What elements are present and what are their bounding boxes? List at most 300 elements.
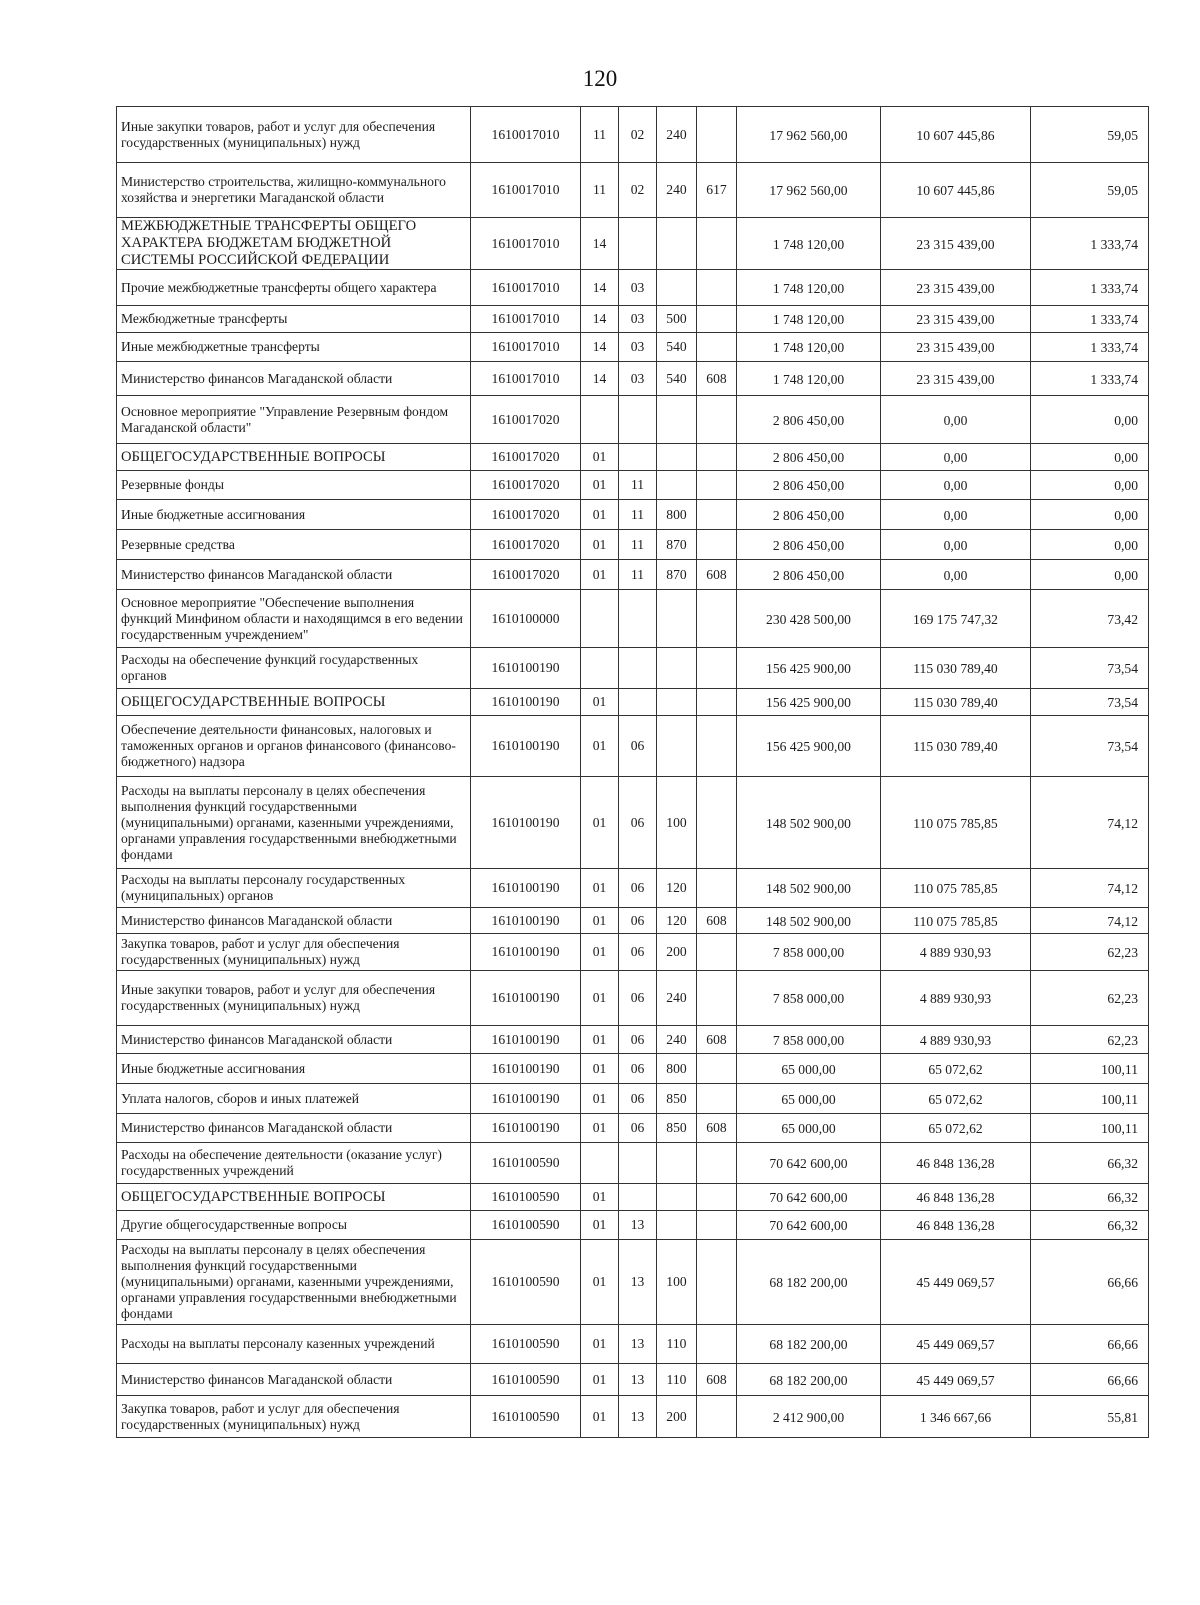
- budget-row-subsection: [619, 1143, 657, 1184]
- budget-row-plan-amount: 17 962 560,00: [737, 107, 881, 163]
- budget-row-department: [697, 500, 737, 530]
- budget-row-expense-type: [657, 396, 697, 444]
- budget-row-target-code: 1610100000: [471, 590, 581, 648]
- budget-row-target-code: 1610100190: [471, 648, 581, 689]
- budget-row-actual-amount: 115 030 789,40: [881, 648, 1031, 689]
- budget-row-target-code: 1610100190: [471, 1026, 581, 1054]
- budget-row-percent: 73,42: [1031, 590, 1149, 648]
- budget-row-actual-amount: 0,00: [881, 444, 1031, 471]
- budget-row-target-code: 1610017020: [471, 471, 581, 500]
- budget-row-subsection: [619, 590, 657, 648]
- budget-row-plan-amount: 2 412 900,00: [737, 1396, 881, 1438]
- budget-row-expense-type: 240: [657, 1026, 697, 1054]
- budget-row-section: 01: [581, 971, 619, 1026]
- budget-row-target-code: 1610100590: [471, 1364, 581, 1396]
- budget-row-plan-amount: 2 806 450,00: [737, 560, 881, 590]
- budget-row-percent: 66,32: [1031, 1143, 1149, 1184]
- table-row: [117, 971, 1149, 1026]
- budget-row-actual-amount: 10 607 445,86: [881, 163, 1031, 218]
- table-row: [117, 471, 1149, 500]
- budget-row-percent: 0,00: [1031, 530, 1149, 560]
- table-row: [117, 500, 1149, 530]
- budget-row-department: 608: [697, 560, 737, 590]
- budget-row-target-code: 1610017020: [471, 444, 581, 471]
- budget-row-section: 01: [581, 1184, 619, 1211]
- budget-row-department: 608: [697, 1026, 737, 1054]
- budget-row-percent: 62,23: [1031, 971, 1149, 1026]
- budget-row-subsection: 13: [619, 1325, 657, 1364]
- budget-row-name: Расходы на выплаты персоналу в целях обеспечения выполнения функций государственными (муниципальными) органами, казенными учреждениями, органами управления государственными внебюджетными фондами: [117, 777, 471, 869]
- budget-row-expense-type: 870: [657, 530, 697, 560]
- budget-row-subsection: [619, 689, 657, 716]
- budget-row-name: Другие общегосударственные вопросы: [117, 1211, 471, 1240]
- budget-row-section: 01: [581, 1325, 619, 1364]
- budget-row-percent: 0,00: [1031, 444, 1149, 471]
- budget-row-actual-amount: 0,00: [881, 500, 1031, 530]
- budget-row-expense-type: [657, 689, 697, 716]
- budget-row-percent: 66,66: [1031, 1240, 1149, 1325]
- table-row: [117, 270, 1149, 306]
- budget-row-section: 01: [581, 560, 619, 590]
- table-row: [117, 1184, 1149, 1211]
- budget-row-percent: 55,81: [1031, 1396, 1149, 1438]
- budget-row-percent: 62,23: [1031, 1026, 1149, 1054]
- budget-row-target-code: 1610017020: [471, 396, 581, 444]
- budget-row-actual-amount: 65 072,62: [881, 1054, 1031, 1084]
- budget-row-expense-type: 850: [657, 1114, 697, 1143]
- budget-row-subsection: 11: [619, 530, 657, 560]
- budget-row-plan-amount: 148 502 900,00: [737, 869, 881, 908]
- budget-row-target-code: 1610017010: [471, 306, 581, 333]
- budget-row-target-code: 1610017020: [471, 500, 581, 530]
- budget-row-name: ОБЩЕГОСУДАРСТВЕННЫЕ ВОПРОСЫ: [117, 444, 471, 471]
- budget-row-target-code: 1610100590: [471, 1240, 581, 1325]
- budget-row-expense-type: 800: [657, 500, 697, 530]
- budget-row-subsection: 03: [619, 270, 657, 306]
- budget-row-department: [697, 1184, 737, 1211]
- budget-row-name: Министерство финансов Магаданской области: [117, 1364, 471, 1396]
- budget-row-percent: 0,00: [1031, 396, 1149, 444]
- budget-row-section: 01: [581, 1364, 619, 1396]
- budget-row-expense-type: 110: [657, 1364, 697, 1396]
- budget-row-name: Министерство финансов Магаданской области: [117, 560, 471, 590]
- budget-row-percent: 66,32: [1031, 1184, 1149, 1211]
- budget-row-name: Расходы на выплаты персоналу в целях обеспечения выполнения функций государственными (муниципальными) органами, казенными учреждениями, органами управления государственными внебюджетными фондами: [117, 1240, 471, 1325]
- table-row: [117, 1325, 1149, 1364]
- table-row: [117, 1143, 1149, 1184]
- budget-row-subsection: [619, 648, 657, 689]
- budget-row-name: Министерство строительства, жилищно-коммунального хозяйства и энергетики Магаданской области: [117, 163, 471, 218]
- budget-row-section: 01: [581, 471, 619, 500]
- budget-row-section: 11: [581, 107, 619, 163]
- budget-row-percent: 74,12: [1031, 908, 1149, 934]
- budget-row-section: 01: [581, 716, 619, 777]
- budget-table: [116, 106, 1149, 1438]
- budget-row-target-code: 1610100590: [471, 1184, 581, 1211]
- budget-row-expense-type: [657, 716, 697, 777]
- budget-row-department: 608: [697, 1114, 737, 1143]
- budget-row-expense-type: 850: [657, 1084, 697, 1114]
- budget-row-expense-type: [657, 270, 697, 306]
- budget-row-percent: 66,66: [1031, 1325, 1149, 1364]
- budget-row-subsection: 03: [619, 362, 657, 396]
- budget-row-expense-type: 120: [657, 908, 697, 934]
- budget-row-percent: 1 333,74: [1031, 306, 1149, 333]
- budget-row-actual-amount: 65 072,62: [881, 1084, 1031, 1114]
- budget-row-subsection: 11: [619, 471, 657, 500]
- budget-row-section: 14: [581, 362, 619, 396]
- budget-row-department: [697, 306, 737, 333]
- budget-row-target-code: 1610100190: [471, 908, 581, 934]
- table-row: [117, 1084, 1149, 1114]
- budget-row-name: Основное мероприятие "Управление Резервным фондом Магаданской области": [117, 396, 471, 444]
- budget-row-expense-type: 240: [657, 163, 697, 218]
- table-row: [117, 1396, 1149, 1438]
- budget-row-plan-amount: 2 806 450,00: [737, 396, 881, 444]
- budget-row-plan-amount: 156 425 900,00: [737, 648, 881, 689]
- budget-row-plan-amount: 230 428 500,00: [737, 590, 881, 648]
- budget-row-expense-type: 540: [657, 362, 697, 396]
- budget-row-section: 01: [581, 1054, 619, 1084]
- budget-row-plan-amount: 2 806 450,00: [737, 500, 881, 530]
- budget-row-subsection: 06: [619, 1054, 657, 1084]
- budget-row-subsection: 06: [619, 1026, 657, 1054]
- budget-row-name: МЕЖБЮДЖЕТНЫЕ ТРАНСФЕРТЫ ОБЩЕГО ХАРАКТЕРА БЮДЖЕТАМ БЮДЖЕТНОЙ СИСТЕМЫ РОССИЙСКОЙ ФЕДЕРАЦИИ: [117, 218, 471, 270]
- budget-row-target-code: 1610017010: [471, 270, 581, 306]
- table-row: [117, 1026, 1149, 1054]
- budget-row-plan-amount: 148 502 900,00: [737, 777, 881, 869]
- table-row: [117, 218, 1149, 270]
- budget-row-plan-amount: 65 000,00: [737, 1114, 881, 1143]
- budget-row-section: 01: [581, 869, 619, 908]
- table-row: [117, 1054, 1149, 1084]
- budget-row-target-code: 1610100190: [471, 689, 581, 716]
- budget-row-target-code: 1610100190: [471, 1084, 581, 1114]
- budget-row-percent: 1 333,74: [1031, 362, 1149, 396]
- budget-row-department: [697, 107, 737, 163]
- budget-row-expense-type: [657, 444, 697, 471]
- budget-row-name: Министерство финансов Магаданской области: [117, 362, 471, 396]
- budget-row-plan-amount: 2 806 450,00: [737, 471, 881, 500]
- budget-row-percent: 100,11: [1031, 1084, 1149, 1114]
- budget-row-expense-type: 120: [657, 869, 697, 908]
- budget-row-section: 14: [581, 306, 619, 333]
- budget-row-percent: 0,00: [1031, 560, 1149, 590]
- budget-row-section: [581, 396, 619, 444]
- budget-row-name: Межбюджетные трансферты: [117, 306, 471, 333]
- budget-row-department: [697, 1143, 737, 1184]
- table-row: [117, 1364, 1149, 1396]
- budget-row-actual-amount: 0,00: [881, 471, 1031, 500]
- budget-row-subsection: 06: [619, 716, 657, 777]
- budget-row-actual-amount: 46 848 136,28: [881, 1211, 1031, 1240]
- budget-row-percent: 66,32: [1031, 1211, 1149, 1240]
- budget-table-body: [117, 107, 1149, 1438]
- budget-row-subsection: 11: [619, 500, 657, 530]
- budget-row-section: 14: [581, 270, 619, 306]
- budget-row-department: [697, 396, 737, 444]
- budget-row-expense-type: 100: [657, 777, 697, 869]
- budget-row-section: 01: [581, 1396, 619, 1438]
- budget-row-plan-amount: 70 642 600,00: [737, 1184, 881, 1211]
- budget-row-name: Резервные фонды: [117, 471, 471, 500]
- budget-row-subsection: 06: [619, 869, 657, 908]
- budget-row-target-code: 1610017010: [471, 163, 581, 218]
- table-row: [117, 777, 1149, 869]
- budget-row-actual-amount: 4 889 930,93: [881, 971, 1031, 1026]
- table-row: [117, 869, 1149, 908]
- budget-row-name: Расходы на выплаты персоналу государственных (муниципальных) органов: [117, 869, 471, 908]
- budget-row-department: [697, 689, 737, 716]
- budget-row-actual-amount: 23 315 439,00: [881, 306, 1031, 333]
- budget-row-percent: 73,54: [1031, 648, 1149, 689]
- budget-row-target-code: 1610100190: [471, 1114, 581, 1143]
- budget-row-target-code: 1610100590: [471, 1396, 581, 1438]
- budget-row-name: Министерство финансов Магаданской области: [117, 1026, 471, 1054]
- budget-row-expense-type: 200: [657, 934, 697, 971]
- budget-row-department: [697, 471, 737, 500]
- budget-row-expense-type: 240: [657, 971, 697, 1026]
- budget-row-target-code: 1610100190: [471, 934, 581, 971]
- budget-row-target-code: 1610100190: [471, 1054, 581, 1084]
- budget-row-name: Министерство финансов Магаданской области: [117, 1114, 471, 1143]
- budget-row-name: Уплата налогов, сборов и иных платежей: [117, 1084, 471, 1114]
- budget-row-expense-type: 800: [657, 1054, 697, 1084]
- budget-row-plan-amount: 1 748 120,00: [737, 270, 881, 306]
- budget-row-section: 01: [581, 500, 619, 530]
- budget-row-subsection: 02: [619, 107, 657, 163]
- table-row: [117, 530, 1149, 560]
- budget-row-plan-amount: 70 642 600,00: [737, 1211, 881, 1240]
- budget-row-section: [581, 1143, 619, 1184]
- budget-row-actual-amount: 10 607 445,86: [881, 107, 1031, 163]
- budget-row-actual-amount: 46 848 136,28: [881, 1184, 1031, 1211]
- budget-row-plan-amount: 1 748 120,00: [737, 362, 881, 396]
- budget-row-percent: 0,00: [1031, 500, 1149, 530]
- budget-row-percent: 1 333,74: [1031, 218, 1149, 270]
- budget-row-target-code: 1610100190: [471, 716, 581, 777]
- budget-row-target-code: 1610017010: [471, 107, 581, 163]
- budget-row-subsection: 03: [619, 333, 657, 362]
- budget-row-plan-amount: 1 748 120,00: [737, 333, 881, 362]
- budget-row-expense-type: [657, 1184, 697, 1211]
- budget-row-plan-amount: 7 858 000,00: [737, 971, 881, 1026]
- budget-row-target-code: 1610100190: [471, 971, 581, 1026]
- budget-row-section: 01: [581, 1211, 619, 1240]
- budget-row-actual-amount: 65 072,62: [881, 1114, 1031, 1143]
- budget-row-name: ОБЩЕГОСУДАРСТВЕННЫЕ ВОПРОСЫ: [117, 1184, 471, 1211]
- budget-row-section: 01: [581, 777, 619, 869]
- budget-row-expense-type: [657, 471, 697, 500]
- budget-row-section: 01: [581, 908, 619, 934]
- budget-row-name: Иные закупки товаров, работ и услуг для обеспечения государственных (муниципальных) нужд: [117, 107, 471, 163]
- budget-row-target-code: 1610100590: [471, 1143, 581, 1184]
- budget-row-actual-amount: 115 030 789,40: [881, 689, 1031, 716]
- budget-row-subsection: 13: [619, 1364, 657, 1396]
- budget-row-target-code: 1610100190: [471, 777, 581, 869]
- budget-row-department: [697, 444, 737, 471]
- budget-row-subsection: [619, 396, 657, 444]
- budget-row-expense-type: [657, 1211, 697, 1240]
- budget-row-expense-type: 240: [657, 107, 697, 163]
- budget-row-section: 11: [581, 163, 619, 218]
- budget-row-department: [697, 333, 737, 362]
- budget-row-department: [697, 1211, 737, 1240]
- budget-row-subsection: 13: [619, 1211, 657, 1240]
- budget-row-department: [697, 934, 737, 971]
- budget-row-plan-amount: 70 642 600,00: [737, 1143, 881, 1184]
- budget-row-subsection: [619, 1184, 657, 1211]
- budget-row-expense-type: [657, 1143, 697, 1184]
- budget-row-expense-type: [657, 218, 697, 270]
- budget-row-percent: 59,05: [1031, 163, 1149, 218]
- table-row: [117, 1211, 1149, 1240]
- budget-row-name: Министерство финансов Магаданской области: [117, 908, 471, 934]
- budget-row-department: [697, 218, 737, 270]
- budget-row-subsection: 02: [619, 163, 657, 218]
- budget-row-name: Расходы на выплаты персоналу казенных учреждений: [117, 1325, 471, 1364]
- budget-row-percent: 73,54: [1031, 689, 1149, 716]
- budget-row-actual-amount: 46 848 136,28: [881, 1143, 1031, 1184]
- budget-row-department: [697, 1325, 737, 1364]
- budget-row-actual-amount: 1 346 667,66: [881, 1396, 1031, 1438]
- budget-row-actual-amount: 23 315 439,00: [881, 270, 1031, 306]
- budget-row-percent: 0,00: [1031, 471, 1149, 500]
- budget-row-department: [697, 1084, 737, 1114]
- budget-row-name: Прочие межбюджетные трансферты общего характера: [117, 270, 471, 306]
- budget-row-expense-type: 100: [657, 1240, 697, 1325]
- table-row: [117, 1114, 1149, 1143]
- budget-row-subsection: 13: [619, 1396, 657, 1438]
- budget-row-section: 01: [581, 1114, 619, 1143]
- budget-row-target-code: 1610100190: [471, 869, 581, 908]
- budget-row-plan-amount: 1 748 120,00: [737, 306, 881, 333]
- budget-row-name: Закупка товаров, работ и услуг для обеспечения государственных (муниципальных) нужд: [117, 1396, 471, 1438]
- budget-row-target-code: 1610017010: [471, 218, 581, 270]
- budget-row-plan-amount: 65 000,00: [737, 1084, 881, 1114]
- budget-row-name: Расходы на обеспечение функций государственных органов: [117, 648, 471, 689]
- budget-row-department: 608: [697, 1364, 737, 1396]
- budget-row-department: [697, 1396, 737, 1438]
- budget-row-subsection: 06: [619, 908, 657, 934]
- budget-row-section: 01: [581, 1026, 619, 1054]
- budget-row-section: 14: [581, 333, 619, 362]
- budget-row-actual-amount: 0,00: [881, 396, 1031, 444]
- table-row: [117, 1240, 1149, 1325]
- budget-row-actual-amount: 169 175 747,32: [881, 590, 1031, 648]
- budget-row-expense-type: 870: [657, 560, 697, 590]
- budget-row-section: [581, 590, 619, 648]
- budget-row-percent: 73,54: [1031, 716, 1149, 777]
- table-row: [117, 689, 1149, 716]
- budget-row-department: [697, 777, 737, 869]
- table-row: [117, 362, 1149, 396]
- budget-row-subsection: [619, 218, 657, 270]
- budget-row-subsection: 11: [619, 560, 657, 590]
- budget-row-plan-amount: 68 182 200,00: [737, 1240, 881, 1325]
- budget-row-target-code: 1610017010: [471, 333, 581, 362]
- budget-row-plan-amount: 65 000,00: [737, 1054, 881, 1084]
- budget-row-section: 01: [581, 934, 619, 971]
- budget-row-plan-amount: 2 806 450,00: [737, 444, 881, 471]
- table-row: [117, 716, 1149, 777]
- table-row: [117, 560, 1149, 590]
- budget-row-name: Закупка товаров, работ и услуг для обеспечения государственных (муниципальных) нужд: [117, 934, 471, 971]
- budget-row-name: Обеспечение деятельности финансовых, налоговых и таможенных органов и органов финансового (финансово-бюджетного) надзора: [117, 716, 471, 777]
- budget-row-department: [697, 1240, 737, 1325]
- budget-row-expense-type: [657, 648, 697, 689]
- budget-row-subsection: 03: [619, 306, 657, 333]
- budget-row-percent: 1 333,74: [1031, 270, 1149, 306]
- budget-row-name: Иные закупки товаров, работ и услуг для обеспечения государственных (муниципальных) нужд: [117, 971, 471, 1026]
- budget-row-percent: 100,11: [1031, 1054, 1149, 1084]
- budget-row-plan-amount: 68 182 200,00: [737, 1325, 881, 1364]
- budget-row-subsection: 06: [619, 971, 657, 1026]
- budget-row-name: Иные бюджетные ассигнования: [117, 1054, 471, 1084]
- budget-row-expense-type: 540: [657, 333, 697, 362]
- budget-row-plan-amount: 7 858 000,00: [737, 934, 881, 971]
- budget-row-department: [697, 716, 737, 777]
- budget-row-subsection: 13: [619, 1240, 657, 1325]
- budget-row-percent: 62,23: [1031, 934, 1149, 971]
- table-row: [117, 163, 1149, 218]
- budget-row-actual-amount: 110 075 785,85: [881, 777, 1031, 869]
- table-row: [117, 396, 1149, 444]
- budget-row-actual-amount: 23 315 439,00: [881, 362, 1031, 396]
- budget-row-actual-amount: 0,00: [881, 530, 1031, 560]
- budget-row-section: 01: [581, 1240, 619, 1325]
- budget-row-section: 14: [581, 218, 619, 270]
- table-row: [117, 107, 1149, 163]
- budget-row-percent: 74,12: [1031, 777, 1149, 869]
- page-number: 120: [582, 66, 618, 91]
- budget-row-plan-amount: 7 858 000,00: [737, 1026, 881, 1054]
- budget-row-name: Иные межбюджетные трансферты: [117, 333, 471, 362]
- budget-row-section: 01: [581, 1084, 619, 1114]
- budget-row-name: ОБЩЕГОСУДАРСТВЕННЫЕ ВОПРОСЫ: [117, 689, 471, 716]
- budget-row-target-code: 1610100590: [471, 1211, 581, 1240]
- budget-row-section: 01: [581, 530, 619, 560]
- budget-row-subsection: 06: [619, 1084, 657, 1114]
- budget-row-plan-amount: 17 962 560,00: [737, 163, 881, 218]
- budget-row-plan-amount: 68 182 200,00: [737, 1364, 881, 1396]
- budget-row-actual-amount: 23 315 439,00: [881, 333, 1031, 362]
- budget-row-actual-amount: 4 889 930,93: [881, 934, 1031, 971]
- budget-row-plan-amount: 1 748 120,00: [737, 218, 881, 270]
- budget-row-department: 617: [697, 163, 737, 218]
- budget-row-expense-type: [657, 590, 697, 648]
- budget-row-actual-amount: 0,00: [881, 560, 1031, 590]
- table-row: [117, 934, 1149, 971]
- budget-row-plan-amount: 156 425 900,00: [737, 716, 881, 777]
- table-row: [117, 306, 1149, 333]
- budget-row-percent: 66,66: [1031, 1364, 1149, 1396]
- budget-row-expense-type: 500: [657, 306, 697, 333]
- budget-row-expense-type: 200: [657, 1396, 697, 1438]
- budget-row-actual-amount: 45 449 069,57: [881, 1364, 1031, 1396]
- budget-row-department: [697, 530, 737, 560]
- budget-row-actual-amount: 45 449 069,57: [881, 1240, 1031, 1325]
- budget-row-subsection: 06: [619, 777, 657, 869]
- budget-row-subsection: 06: [619, 934, 657, 971]
- budget-row-target-code: 1610017020: [471, 530, 581, 560]
- budget-row-actual-amount: 110 075 785,85: [881, 869, 1031, 908]
- budget-row-actual-amount: 23 315 439,00: [881, 218, 1031, 270]
- budget-row-department: [697, 971, 737, 1026]
- budget-row-percent: 59,05: [1031, 107, 1149, 163]
- budget-row-percent: 1 333,74: [1031, 333, 1149, 362]
- budget-row-department: [697, 1054, 737, 1084]
